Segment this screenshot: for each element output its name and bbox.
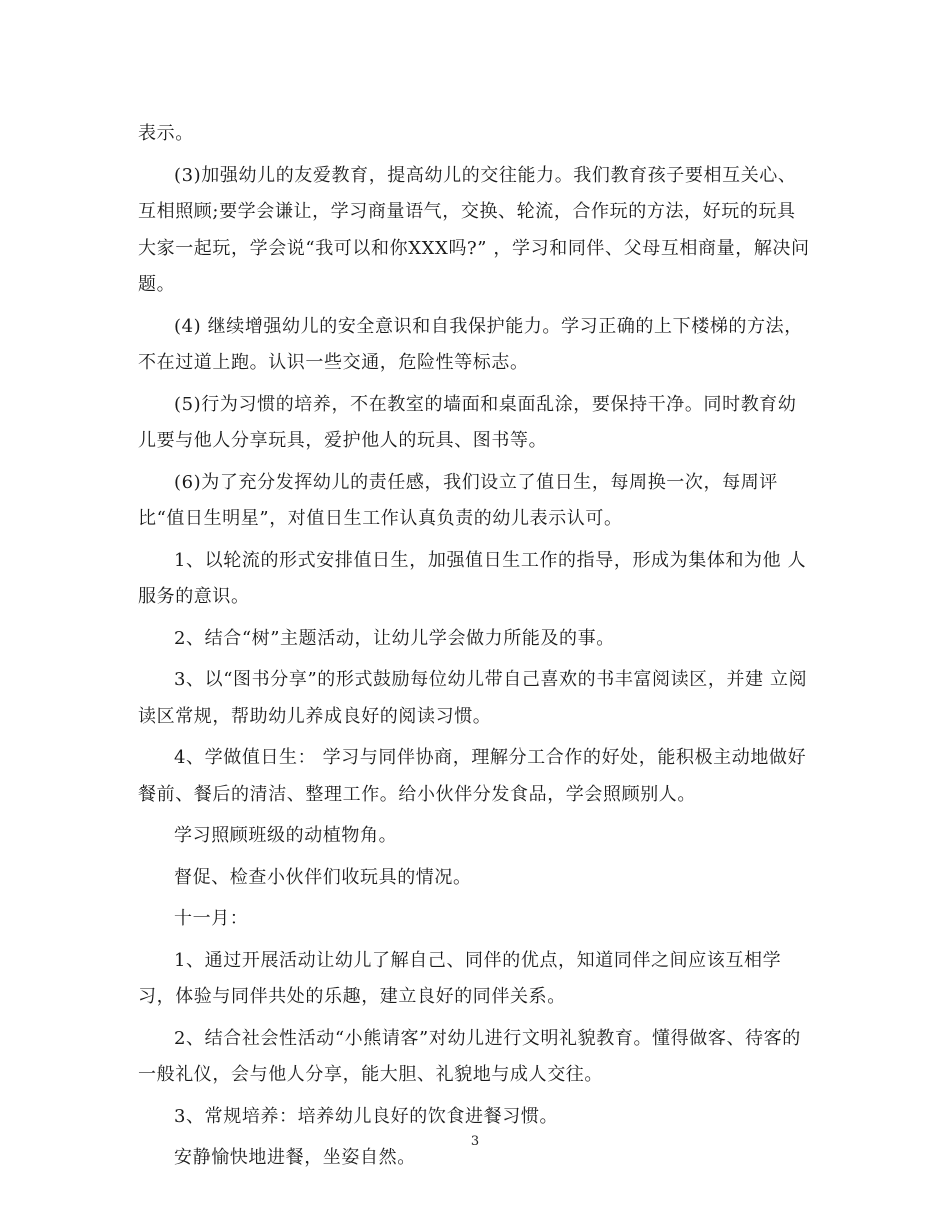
paragraph-3: (4) 继续增强幼儿的安全意识和自我保护能力。学习正确的上下楼梯的方法，不在过道上跑。认识一些交通，危险性等标志。: [138, 315, 803, 373]
paragraph-10: 学习照顾班级的动植物角。: [174, 825, 398, 846]
paragraph-16: 安静愉快地进餐，坐姿自然。: [174, 1147, 416, 1168]
paragraph-4: (5)行为习惯的培养，不在教室的墙面和桌面乱涂，要保持干净。同时教育幼儿要与他人分享玩具，爱护他人的玩具、图书等。: [138, 393, 797, 451]
page-number: 3: [470, 1134, 480, 1149]
paragraph-15: 3、常规培养：培养幼儿良好的饮食进餐习惯。: [174, 1105, 559, 1127]
paragraph-11: 督促、检查小伙伴们收玩具的情况。: [174, 866, 472, 888]
paragraph-8: 3、以“图书分享”的形式鼓励每位幼儿带自己喜欢的书丰富阅读区，并建 立阅读区常规，帮助幼儿养成良好的阅读习惯。: [138, 669, 808, 727]
paragraph-5: (6)为了充分发挥幼儿的责任感，我们设立了值日生，每周换一次，每周评比“值日生明星”，对值日生工作认真负责的幼儿表示认可。: [138, 471, 778, 529]
section-heading-november: 十一月：: [174, 908, 249, 929]
paragraph-13: 1、通过开展活动让幼儿了解自己、同伴的优点，知道同伴之间应该互相学习，体验与同伴共处的乐趣，建立良好的同伴关系。: [138, 949, 782, 1007]
paragraph-7: 2、结合“树”主题活动，让幼儿学会做力所能及的事。: [174, 627, 615, 649]
paragraph-1: 表示。: [138, 123, 194, 144]
paragraph-6: 1、以轮流的形式安排值日生，加强值日生工作的指导，形成为集体和为他 人服务的意识。: [138, 549, 807, 607]
paragraph-9: 4、学做值日生： 学习与同伴协商，理解分工合作的好处，能积极主动地做好餐前、餐后的清洁、整理工作。给小伙伴分发食品，学会照顾别人。: [138, 747, 807, 805]
paragraph-2: (3)加强幼儿的友爱教育，提高幼儿的交往能力。我们教育孩子要相互关心、互相照顾;要学会谦让，学习商量语气，交换、轮流，合作玩的方法，好玩的玩具大家一起玩，学会说“我可以和你XXX吗?” ，学习和同伴、父母互相商量，解决问题。: [138, 164, 810, 295]
document-body: [138, 116, 810, 1182]
paragraph-14: 2、结合社会性活动“小熊请客”对幼儿进行文明礼貌教育。懂得做客、待客的一般礼仪，会与他人分享，能大胆、礼貌地与成人交往。: [138, 1027, 801, 1085]
